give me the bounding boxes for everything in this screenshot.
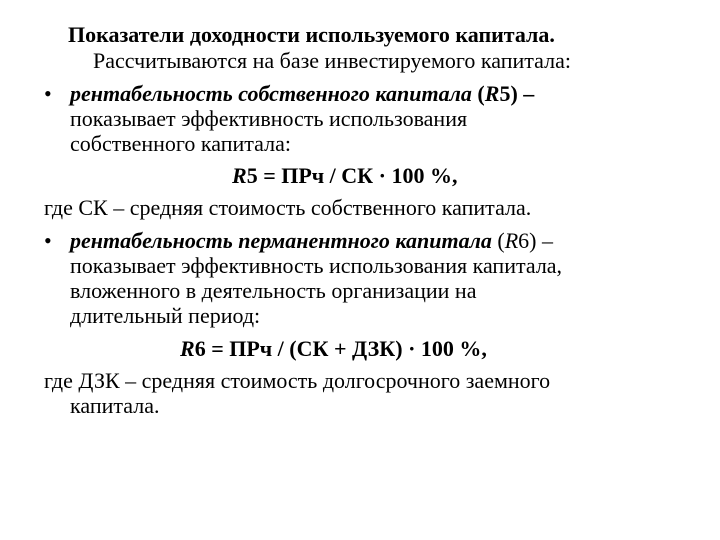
item-1-formula-rest: 5 = ПРч / СК · 100 %,: [246, 163, 458, 188]
item-2-paren-close: ) –: [529, 228, 553, 253]
item-1-note: где СК – средняя стоимость собственного капитала.: [44, 195, 532, 220]
item-2-term: рентабельность перманентного капитала: [70, 228, 492, 253]
item-1-paren-close: ) –: [510, 81, 535, 106]
item-2-desc-line-2: вложенного в деятельность организации на: [70, 278, 477, 303]
item-2-note-line-1: где ДЗК – средняя стоимость долгосрочного заемного: [44, 368, 551, 393]
item-2-desc-line-3: длительный период:: [70, 303, 261, 328]
item-2-paren-open: (: [491, 228, 505, 253]
bullet-marker: •: [44, 81, 52, 106]
item-2-heading: [70, 228, 553, 254]
item-1-code-letter: R: [484, 81, 500, 106]
item-1-heading: [70, 81, 534, 107]
item-1-paren-open: (: [471, 81, 485, 106]
item-2-note-line-2: капитала.: [70, 393, 160, 418]
bullet-marker: •: [44, 228, 52, 253]
item-2-desc-line-1: показывает эффективность использования капитала,: [70, 253, 563, 278]
item-1-desc-line-2: собственного капитала:: [70, 131, 291, 156]
item-2-formula-rest: 6 = ПРч / (СК + ДЗК) · 100 %,: [194, 336, 487, 361]
slide-title: Показатели доходности используемого капитала.: [68, 22, 555, 47]
item-2-formula: [180, 336, 487, 362]
item-1-formula-letter: R: [232, 163, 247, 188]
item-1-term: рентабельность собственного капитала: [70, 81, 472, 106]
item-2-formula-letter: R: [180, 336, 195, 361]
item-1-desc-line-1: показывает эффективность использования: [70, 106, 468, 131]
item-1-code-num: 5: [499, 81, 511, 106]
item-2-code-num: 6: [518, 228, 530, 253]
item-2-code-letter: R: [504, 228, 519, 253]
item-1-formula: [232, 163, 457, 189]
slide-subtitle: Рассчитываются на базе инвестируемого капитала:: [93, 48, 571, 73]
